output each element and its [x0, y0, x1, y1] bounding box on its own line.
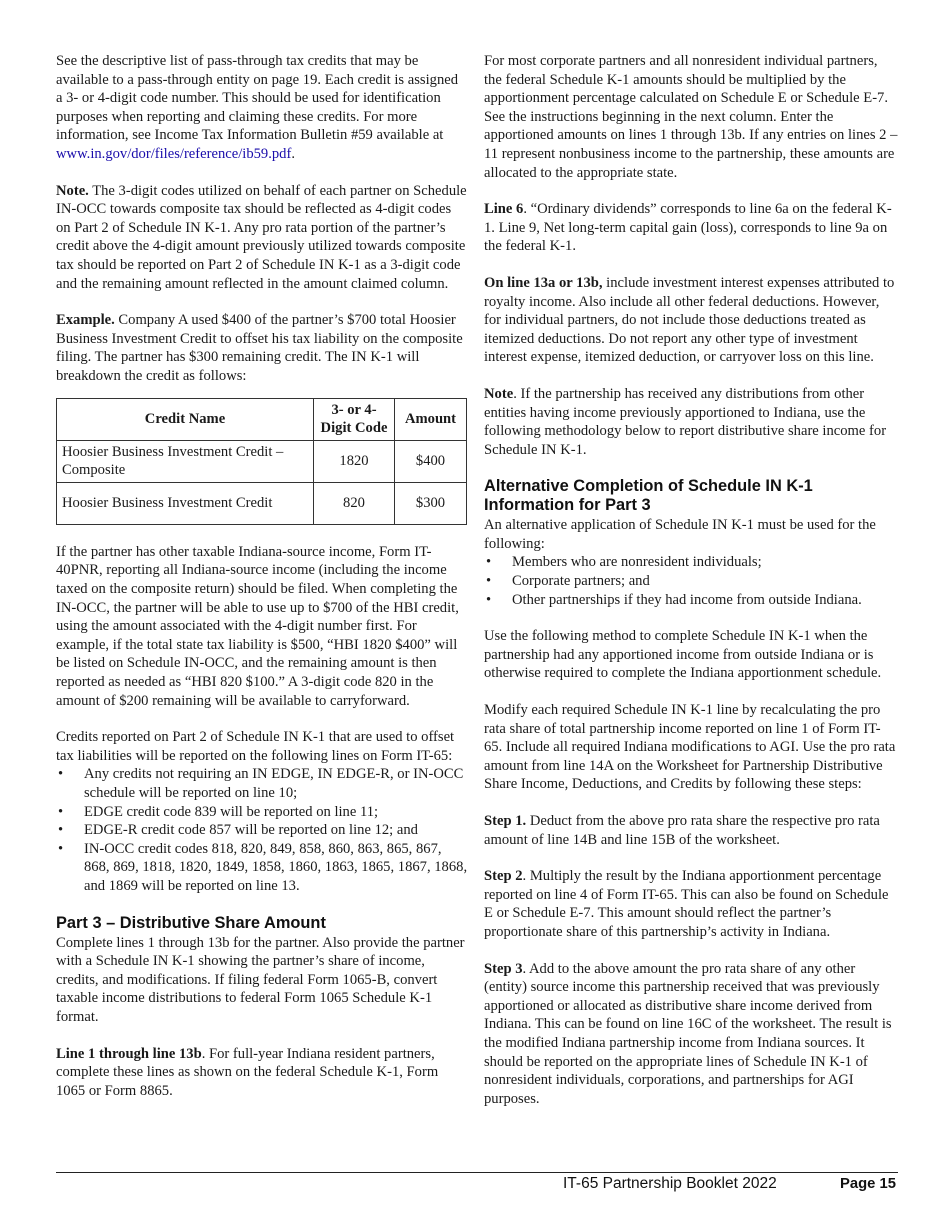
- bullet-icon: •: [486, 591, 492, 608]
- note-paragraph: Note. If the partnership has received any distributions from other entities having income previously apportioned to Indiana, use the following methodology below to report distributive share income for Schedule IN K-1.: [484, 385, 887, 458]
- ib59-link[interactable]: www.in.gov/dor/files/reference/ib59.pdf: [56, 145, 292, 162]
- alternative-completion-heading: Alternative Completion of Schedule IN K-1 Information for Part 3: [484, 477, 813, 515]
- modify-paragraph: Modify each required Schedule IN K-1 line by recalculating the pro rata share of total partnership income reported on line 1 of Form IT-65. Include all required Indiana modifications to AGI. Use the pro rata amount from line 14A on the Worksheet for Partnership Distributive Share Income, Deductions, and Credits by following these steps:: [484, 702, 896, 793]
- cell-amount: $400: [395, 440, 467, 482]
- list-item: • Any credits not requiring an IN EDGE, IN EDGE-R, or IN-OCC schedule will be reported on line 10;: [58, 766, 464, 801]
- step2-paragraph: Step 2. Multiply the result by the Indiana apportionment percentage reported on line 4 of Form IT-65. This can also be found on Schedule E or Schedule E-7. This amount should reflect the partner’s proportionate share of this partnership’s activity in Indiana.: [484, 868, 889, 940]
- left-column: [56, 52, 468, 1118]
- table-header-row: [57, 398, 467, 440]
- list-item: • Other partnerships if they had income from outside Indiana.: [486, 591, 862, 608]
- other-income-paragraph: If the partner has other taxable Indiana-source income, Form IT-40PNR, reporting all Indiana-source income (including the income taxed on the composite return) should be filed. When completing the IN-OCC, the partner will be able to use up to $700 of the HBI credit, using the amount associated with the 4-digit number first. For example, if the total state tax liability is $500, “HBI 1820 $400” will be listed on Schedule IN-OCC, and the remaining amount is then reported as needed as “HBI 820 $100.” A 3-digit code 820 in the amount of $200 remaining will be available to carryforward.: [56, 543, 459, 709]
- method-paragraph: Use the following method to complete Schedule IN K-1 when the partnership had any apportioned income from outside Indiana or is otherwise required to complete the Indiana apportionment schedule.: [484, 628, 882, 682]
- list-item: • EDGE credit code 839 will be reported on line 11;: [58, 803, 379, 820]
- credits-intro-paragraph: Credits reported on Part 2 of Schedule IN K-1 that are used to offset tax liabilities will be reported on the following lines on Form IT-65:: [56, 729, 455, 764]
- bullet-icon: •: [486, 554, 492, 571]
- credit-lines-list: [56, 765, 468, 895]
- list-item: • Members who are nonresident individuals;: [486, 554, 762, 571]
- footer-divider: [56, 1172, 898, 1173]
- bullet-icon: •: [58, 822, 64, 839]
- intro-paragraph: See the descriptive list of pass-through tax credits that may be available to a pass-through entity on page 19. Each credit is assigned a 3- or 4-digit code number. This should be used for identification purposes when reporting and claiming these credits. For more information, see Income Tax Information Bulletin #59 available at www.in.gov/dor/files/reference/ib59.pdf.: [56, 53, 459, 162]
- bullet-icon: •: [58, 840, 64, 857]
- note-paragraph: Note. The 3-digit codes utilized on behalf of each partner on Schedule IN-OCC towards composite tax should be reflected as 4-digit codes on Part 2 of Schedule IN K-1. Any pro rata portion of the partner’s credit above the 4-digit amount previously utilized towards composite tax should be reported on Part 2 of Schedule IN K-1 as a 3-digit code and the remaining amount reflected in the amount claimed column.: [56, 182, 467, 292]
- list-item: • IN-OCC credit codes 818, 820, 849, 858, 860, 863, 865, 867, 868, 869, 1818, 1820, 1849, 1858, 1860, 1863, 1865, 1867, 1868, and 1869 will be reported on line 13.: [58, 840, 468, 894]
- alternative-intro-paragraph: An alternative application of Schedule IN K-1 must be used for the following:: [484, 517, 876, 552]
- bullet-icon: •: [486, 573, 492, 590]
- corporate-paragraph: For most corporate partners and all nonresident individual partners, the federal Schedule K-1 amounts should be multiplied by the apportionment percentage calculated on Schedule E or Schedule E-7. See the instructions beginning in the next column. Enter the apportioned amounts on lines 1 through 13b. If any entries on lines 2 – 11 represent nonbusiness income to the partnership, these amounts are allocated to the appropriate state.: [484, 53, 898, 181]
- credit-table: [56, 398, 467, 525]
- footer-booklet-title: IT-65 Partnership Booklet 2022: [563, 1175, 777, 1192]
- cell-code: 820: [314, 482, 395, 524]
- line1-paragraph: Line 1 through line 13b. For full-year Indiana resident partners, complete these lines as shown on the federal Schedule K-1, Form 1065 or Form 8865.: [56, 1045, 439, 1099]
- line13-paragraph: On line 13a or 13b, include investment interest expenses attributed to royalty income. Also include all other federal deductions. However, for individual partners, do not include those deductions treated as itemized deductions. Do not report any other type of investment interest expense, itemized deduction, or carryover loss on this line.: [484, 274, 895, 366]
- bullet-icon: •: [58, 766, 64, 783]
- footer-page-number: Page 15: [840, 1176, 896, 1192]
- cell-code: 1820: [314, 440, 395, 482]
- part3-heading: Part 3 – Distributive Share Amount: [56, 913, 326, 932]
- header-digit-code: 3- or 4-Digit Code: [314, 398, 395, 440]
- cell-credit-name: Hoosier Business Investment Credit: [57, 482, 314, 524]
- list-item: • Corporate partners; and: [486, 573, 650, 590]
- bullet-icon: •: [58, 803, 64, 820]
- right-column: [484, 52, 898, 1126]
- line6-paragraph: Line 6. “Ordinary dividends” corresponds to line 6a on the federal K-1. Line 9, Net long-term capital gain (loss), corresponds to line 9a on the federal K-1.: [484, 201, 892, 255]
- step3-paragraph: Step 3. Add to the above amount the pro rata share of any other (entity) source income this partnership received that was previously apportioned or allocated as distributive share income derived from Indiana. This can be found on line 16C of the worksheet. The result is the modified Indiana partnership income from Indiana sources. It should be reported on the appropriate lines of Schedule IN K-1 of nonresident individuals, corporations, and partnerships for AGI purposes.: [484, 960, 892, 1107]
- table-row: [57, 482, 467, 524]
- part3-paragraph: Complete lines 1 through 13b for the partner. Also provide the partner with a Schedule IN K-1 showing the partner’s share of income, credits, and modifications. If filing federal Form 1065-B, convert taxable income distributions to federal Form 1065 Schedule K-1 format.: [56, 934, 465, 1025]
- example-paragraph: Example. Company A used $400 of the partner’s $700 total Hoosier Business Investment Credit to offset his tax liability on the composite filing. The partner has $300 remaining credit. The IN K-1 will breakdown the credit as follows:: [56, 312, 463, 384]
- step1-paragraph: Step 1. Deduct from the above pro rata share the respective pro rata amount of line 14B and line 15B of the worksheet.: [484, 813, 880, 848]
- header-amount: Amount: [395, 398, 467, 440]
- table-row: [57, 440, 467, 482]
- list-item: • EDGE-R credit code 857 will be reported on line 12; and: [58, 822, 418, 839]
- cell-credit-name: Hoosier Business Investment Credit – Composite: [57, 440, 314, 482]
- alternative-list: [484, 553, 898, 609]
- cell-amount: $300: [395, 482, 467, 524]
- header-credit-name: Credit Name: [57, 398, 314, 440]
